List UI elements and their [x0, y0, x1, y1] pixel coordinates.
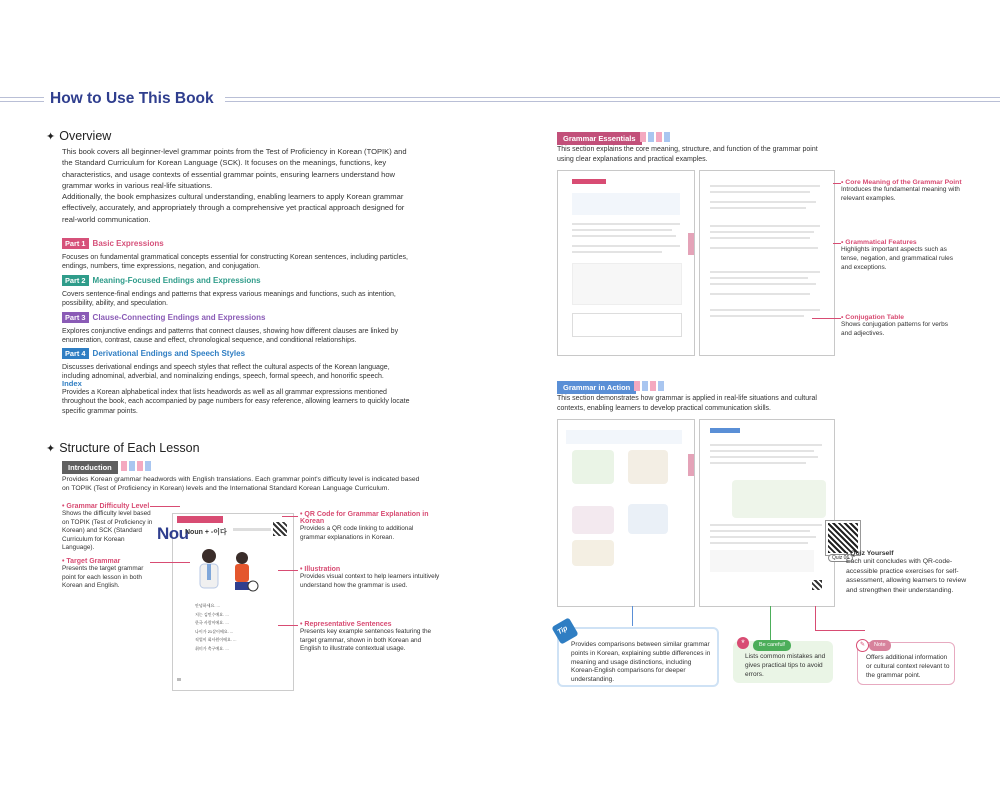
header-rule-right: [225, 97, 1000, 98]
qr-code-icon: [812, 580, 822, 590]
asterisk-icon: *: [737, 637, 749, 649]
grammar-essentials-tag: Grammar Essentials: [557, 132, 642, 145]
header-rule-right-2: [225, 101, 1000, 102]
callout-title: • Grammatical Features: [841, 239, 917, 246]
callout-desc: Introduces the fundamental meaning with relevant examples.: [841, 186, 960, 202]
illustration: [628, 504, 668, 534]
part-4: [62, 343, 412, 382]
callout-desc: Each unit concludes with QR-code-accessible practice exercises for self-assessment, allowing learners to review and strengthen their understanding.: [846, 558, 967, 594]
page-header-bar: [572, 179, 606, 184]
callout-desc: Provides a QR code linking to additional grammar explanations in Korean.: [300, 525, 414, 541]
part-2-tag: Part 2: [62, 275, 89, 286]
deco-square: [634, 381, 640, 391]
illustration: [628, 450, 668, 484]
index-desc: Provides a Korean alphabetical index that lists headwords as well as all grammar expressions mentioned throughout the book, each accompanied by page numbers for easy reference, allowing learners to quickly locate specific grammar points.: [62, 389, 410, 415]
part-4-title: Derivational Endings and Speech Styles: [92, 349, 246, 358]
essentials-page-right: [699, 170, 835, 356]
deco-square: [656, 132, 662, 142]
callout-conjugation-table: [841, 314, 959, 339]
lesson-headword: Noun + -이다: [185, 529, 227, 536]
part-2-desc: Covers sentence-final endings and patterns that express various meanings and functions, such as intention, possibility, ability, and speculation.: [62, 291, 396, 308]
example-box: [572, 193, 680, 215]
callout-desc: Highlights important aspects such as tense, negation, and grammatical rules and exceptions.: [841, 246, 954, 271]
lesson-sentences: [195, 602, 236, 654]
deco-square: [640, 132, 646, 142]
grammar-in-action-tag: Grammar in Action: [557, 381, 636, 394]
header-rule-left-2: [0, 101, 44, 102]
action-page-left: [557, 419, 695, 607]
callout-connector: [770, 606, 771, 642]
callout-connector: [632, 606, 633, 626]
illustration: [187, 544, 267, 594]
page-title: How to Use This Book: [50, 90, 214, 107]
callout-core-meaning: [841, 179, 966, 204]
illustration: [572, 540, 614, 566]
grammar-essentials-desc: This section explains the core meaning, structure, and function of the grammar point using clear explanations and practical examples.: [557, 146, 818, 163]
headword-gloss: [233, 528, 271, 531]
callout-title: • Conjugation Table: [841, 314, 905, 321]
note-label: Note: [869, 640, 891, 651]
part-3: [62, 307, 412, 346]
callout-connector: [278, 570, 298, 571]
part-1: [62, 233, 412, 272]
index-label: Index: [62, 379, 82, 388]
callout-title: • QR Code for Grammar Explanation in Korean: [300, 511, 429, 525]
note-desc: Offers additional information or cultural context relevant to the grammar point.: [866, 654, 950, 679]
note-box: [710, 550, 814, 572]
callout-illustration: [300, 566, 440, 590]
callout-grammatical-features: [841, 239, 959, 272]
sentence-line: 직업이 회사원이에요. ...: [195, 637, 237, 643]
page-tab: [688, 454, 694, 476]
sentence-line: 한국 사람이에요. ...: [195, 620, 229, 626]
page-tab: [688, 233, 694, 255]
callout-quiz-yourself: [846, 550, 971, 595]
part-1-desc: Focuses on fundamental grammatical concepts essential for constructing Korean sentences, including particles, endings, numbers, time expressions, negation, and conjugation.: [62, 254, 408, 271]
callout-title: • Core Meaning of the Grammar Point: [841, 179, 962, 186]
deco-square: [121, 461, 127, 471]
callout-title: • Target Grammar: [62, 558, 121, 565]
illustration: [572, 450, 614, 484]
big-headword: Nou: [157, 524, 189, 543]
callout-title: • Illustration: [300, 566, 341, 573]
part-4-desc: Discusses derivational endings and speech styles that reflect the cultural aspects of the Korean language, including adnominal, adverbial, and nominalizing endings, speech, formal speech, and honorific speech.: [62, 364, 390, 381]
overview-heading: ✦ Overview: [46, 129, 112, 143]
part-3-title: Clause-Connecting Endings and Expressions: [92, 313, 266, 322]
callout-desc: Shows conjugation patterns for verbs and adjectives.: [841, 321, 948, 337]
callout-qr-code: [300, 511, 430, 542]
page-header-bar: [710, 428, 740, 433]
level-badge: [177, 516, 223, 523]
part-1-tag: Part 1: [62, 238, 89, 249]
callout-target-grammar: [62, 558, 157, 591]
tip-badge: Tip: [551, 617, 578, 644]
introduction-desc: Provides Korean grammar headwords with English translations. Each grammar point's difficulty level is indicated based on TOPIK (Test of Proficiency in Korean) levels and the International Standard Korean Language Curriculum.: [62, 476, 420, 493]
part-2-title: Meaning-Focused Endings and Expressions: [92, 276, 261, 285]
deco-square: [137, 461, 143, 471]
deco-square: [650, 381, 656, 391]
be-careful-label: Be careful!: [753, 640, 791, 651]
lesson-preview-page: [157, 513, 294, 691]
grammar-in-action-desc: This section demonstrates how grammar is applied in real-life situations and cultural contexts, enabling learners to develop practical communication skills.: [557, 395, 817, 412]
callout-connector: [815, 606, 816, 630]
dialogue-box: [732, 480, 826, 518]
tip-desc: Provides comparisons between similar grammar points in Korean, explaining subtle differences in meaning and usage distinctions, including Korean-English comparisons for deeper understanding.: [571, 641, 711, 684]
deco-square: [129, 461, 135, 471]
illustration: [572, 506, 614, 534]
note-box: [857, 642, 955, 685]
part-3-tag: Part 3: [62, 312, 89, 323]
callout-difficulty: [62, 503, 158, 553]
header-rule-left: [0, 97, 44, 98]
sparkle-icon: ✦: [46, 443, 56, 455]
callout-connector: [815, 630, 865, 631]
callout-representative-sentences: [300, 621, 436, 654]
callout-title: • Representative Sentences: [300, 621, 392, 628]
callout-desc: Provides visual context to help learners intuitively understand how the grammar is used.: [300, 573, 440, 589]
deco-square: [658, 381, 664, 391]
callout-desc: Presents key example sentences featuring the target grammar, shown in both Korean and English to illustrate contextual usage.: [300, 628, 432, 653]
part-3-desc: Explores conjunctive endings and patterns that connect clauses, showing how different clauses are linked by enumeration, contrast, cause and effect, chronological sequence, and conditional relationships.: [62, 328, 399, 345]
callout-connector: [833, 183, 841, 184]
part-4-tag: Part 4: [62, 348, 89, 359]
sentence-line: 안녕하세요. ...: [195, 603, 220, 608]
conjugation-table: [572, 313, 682, 337]
part-1-title: Basic Expressions: [92, 239, 164, 248]
action-page-right: [699, 419, 835, 607]
sentence-line: 나이가 21살이에요. ...: [195, 628, 234, 634]
qr-code-icon: [273, 522, 287, 536]
callout-connector: [812, 318, 841, 319]
callout-connector: [282, 516, 298, 517]
quiz-badge: Quiz 06: [828, 554, 853, 562]
sentence-line: 저는 김민수예요. ...: [195, 611, 229, 617]
structure-heading: ✦ Structure of Each Lesson: [46, 441, 200, 455]
index-block: [62, 379, 412, 416]
sparkle-icon: ✦: [46, 131, 56, 143]
callout-desc: Presents the target grammar point for each lesson in both Korean and English.: [62, 565, 144, 590]
note-box: [572, 263, 682, 305]
essentials-page-left: [557, 170, 695, 356]
tip-box: [556, 624, 719, 687]
callout-title: • Grammar Difficulty Level: [62, 503, 150, 510]
sentence-line: 취미가 축구예요. ...: [195, 645, 229, 651]
page-number: [177, 678, 181, 681]
be-careful-desc: Lists common mistakes and gives practical tips to avoid errors.: [745, 653, 826, 678]
part-2: [62, 270, 412, 309]
deco-square: [664, 132, 670, 142]
overview-paragraph-1: This book covers all beginner-level grammar points from the Test of Proficiency in Korean (TOPIK) and the Standard Curriculum for Korean Language (SCK). It focuses on the meanings, functions, key characteristics, and usage contexts of essential grammar points, ensuring learners understand how grammar works in various real-life situations.: [62, 147, 407, 190]
callout-title: • Quiz Yourself: [846, 550, 894, 557]
overview-paragraph-2: Additionally, the book emphasizes cultural understanding, enabling learners to apply Korean grammar effectively, accurately, and appropriately through a comprehensive yet practical approach designed for real-world communication.: [62, 192, 405, 224]
callout-connector: [278, 625, 298, 626]
introduction-tag: Introduction: [62, 461, 118, 474]
note-icon: ✎: [856, 639, 869, 652]
callout-desc: Shows the difficulty level based on TOPIK (Test of Proficiency in Korean) and SCK (Standard Curriculum for Korean Language).: [62, 510, 153, 552]
deco-square: [642, 381, 648, 391]
callout-connector: [833, 243, 841, 244]
scenario-box: [566, 430, 682, 444]
deco-square: [145, 461, 151, 471]
deco-square: [648, 132, 654, 142]
be-careful-box: [733, 638, 833, 683]
